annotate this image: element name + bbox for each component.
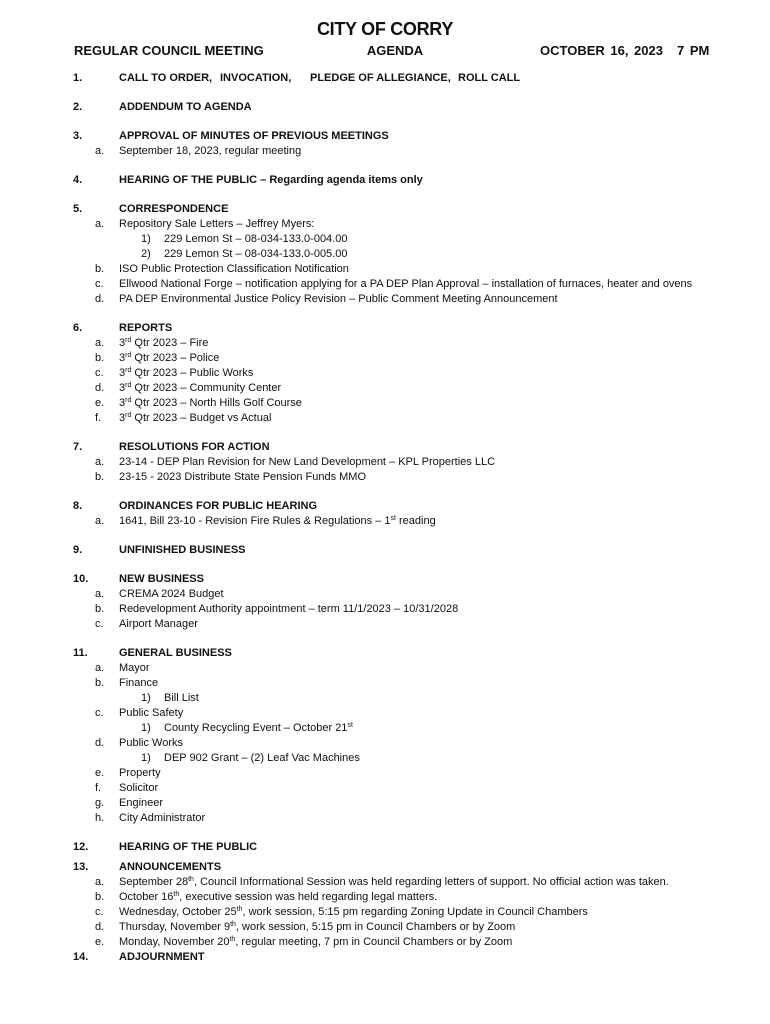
city-title: CITY OF CORRY [316, 19, 454, 39]
agenda-item-13 [0, 860, 770, 875]
item-title: CORRESPONDENCE [119, 203, 229, 215]
sub-item: d. Public Works [95, 737, 183, 749]
item-number: 13. [73, 861, 89, 873]
agenda-item-8 [0, 499, 770, 514]
item-title: ORDINANCES FOR PUBLIC HEARING [119, 500, 318, 512]
agenda-item-2 [0, 100, 770, 115]
agenda-item-6 [0, 321, 770, 336]
sub-item: d. 3rd Qtr 2023 – Community Center [95, 382, 282, 394]
item-number: 9. [73, 544, 83, 556]
sub-item: b. 3rd Qtr 2023 – Police [95, 352, 220, 364]
sub-item: a. 1641, Bill 23-10 - Revision Fire Rules & Regulations – 1st reading [95, 515, 436, 527]
sub-item: a. 3rd Qtr 2023 – Fire [95, 337, 209, 349]
sub-item: a. Repository Sale Letters – Jeffrey Myers: [95, 218, 315, 230]
sub-item: h. City Administrator [95, 812, 206, 824]
item-title: RESOLUTIONS FOR ACTION [119, 441, 270, 453]
sub-item: c. 3rd Qtr 2023 – Public Works [95, 367, 254, 379]
numbered-sub-item: 1) Bill List [141, 692, 199, 704]
sub-item: b. 23-15 - 2023 Distribute State Pension Funds MMO [95, 471, 367, 483]
sub-item: c. Wednesday, October 25th, work session, 5:15 pm regarding Zoning Update in Council Chambers [95, 906, 588, 918]
agenda-item-7 [0, 440, 770, 455]
sub-item: c. Airport Manager [95, 618, 198, 630]
sub-item: e. Monday, November 20th, regular meeting, 7 pm in Council Chambers or by Zoom [95, 936, 513, 948]
sub-item: b. ISO Public Protection Classification Notification [95, 263, 349, 275]
item-title: UNFINISHED BUSINESS [119, 544, 246, 556]
item-number: 4. [73, 174, 83, 186]
sub-item: a. Mayor [95, 662, 150, 674]
sub-item: b. October 16th, executive session was held regarding legal matters. [95, 891, 438, 903]
item-number: 10. [73, 573, 89, 585]
item-number: 1. [73, 72, 83, 84]
item-number: 14. [73, 951, 89, 963]
item-title: APPROVAL OF MINUTES OF PREVIOUS MEETINGS [119, 130, 389, 142]
item-title: REPORTS [119, 322, 173, 334]
numbered-sub-item: 1) DEP 902 Grant – (2) Leaf Vac Machines [141, 752, 360, 764]
agenda-label: AGENDA [366, 43, 424, 58]
item-title: GENERAL BUSINESS [119, 647, 232, 659]
sub-item: d. PA DEP Environmental Justice Policy Revision – Public Comment Meeting Announcement [95, 293, 558, 305]
numbered-sub-item: 1) County Recycling Event – October 21st [141, 722, 353, 734]
item-number: 12. [73, 841, 89, 853]
item-title: ADJOURNMENT [119, 951, 205, 963]
item-number: 2. [73, 101, 83, 113]
sub-item: f. Solicitor [95, 782, 159, 794]
meeting-time: 7 PM [676, 43, 710, 58]
sub-item: a. September 28th, Council Informational Session was held regarding letters of support. No official action was taken. [95, 876, 669, 888]
agenda-item-12 [0, 840, 770, 855]
item-number: 7. [73, 441, 83, 453]
agenda-item-10 [0, 572, 770, 587]
call-to-order-line [119, 71, 520, 86]
pledge-of-allegiance: PLEDGE OF ALLEGIANCE, [310, 72, 451, 84]
agenda-item-5 [0, 202, 770, 217]
agenda-item-4 [0, 173, 770, 188]
numbered-sub-item: 1) 229 Lemon St – 08-034-133.0-004.00 [141, 233, 348, 245]
agenda-item-14 [0, 950, 770, 965]
item-number: 8. [73, 500, 83, 512]
agenda-item-1 [0, 71, 770, 86]
item-number: 11. [73, 647, 88, 659]
sub-item: a. 23-14 - DEP Plan Revision for New Land Development – KPL Properties LLC [95, 456, 496, 468]
sub-item: c. Public Safety [95, 707, 184, 719]
sub-item: f. 3rd Qtr 2023 – Budget vs Actual [95, 412, 272, 424]
sub-item: e. Property [95, 767, 161, 779]
item-title: NEW BUSINESS [119, 573, 204, 585]
call-to-order: CALL TO ORDER, [119, 72, 213, 84]
sub-item: b. Redevelopment Authority appointment – term 11/1/2023 – 10/31/2028 [95, 603, 459, 615]
sub-item: d. Thursday, November 9th, work session, 5:15 pm in Council Chambers or by Zoom [95, 921, 516, 933]
item-title: HEARING OF THE PUBLIC – Regarding agenda items only [119, 174, 423, 186]
sub-item: g. Engineer [95, 797, 164, 809]
item-number: 3. [73, 130, 83, 142]
sub-item: e. 3rd Qtr 2023 – North Hills Golf Course [95, 397, 302, 409]
sub-item: a. CREMA 2024 Budget [95, 588, 224, 600]
item-title: HEARING OF THE PUBLIC [119, 841, 258, 853]
item-title: ADDENDUM TO AGENDA [119, 101, 252, 113]
meeting-type: REGULAR COUNCIL MEETING [74, 43, 264, 58]
numbered-sub-item: 2) 229 Lemon St – 08-034-133.0-005.00 [141, 248, 348, 260]
item-title: ANNOUNCEMENTS [119, 861, 222, 873]
item-number: 5. [73, 203, 83, 215]
roll-call: ROLL CALL [458, 72, 521, 84]
agenda-list [0, 71, 770, 965]
meeting-date-time [540, 43, 709, 58]
invocation: INVOCATION, [220, 72, 292, 84]
item-number: 6. [73, 322, 83, 334]
agenda-item-11 [0, 646, 770, 661]
meeting-date: OCTOBER 16, 2023 [540, 43, 663, 58]
sub-item: a. September 18, 2023, regular meeting [95, 145, 302, 157]
agenda-item-3 [0, 129, 770, 144]
sub-item: b. Finance [95, 677, 159, 689]
agenda-item-9 [0, 543, 770, 558]
sub-item: c. Ellwood National Forge – notification applying for a PA DEP Plan Approval – installation of furnaces, heater and ovens [95, 278, 693, 290]
